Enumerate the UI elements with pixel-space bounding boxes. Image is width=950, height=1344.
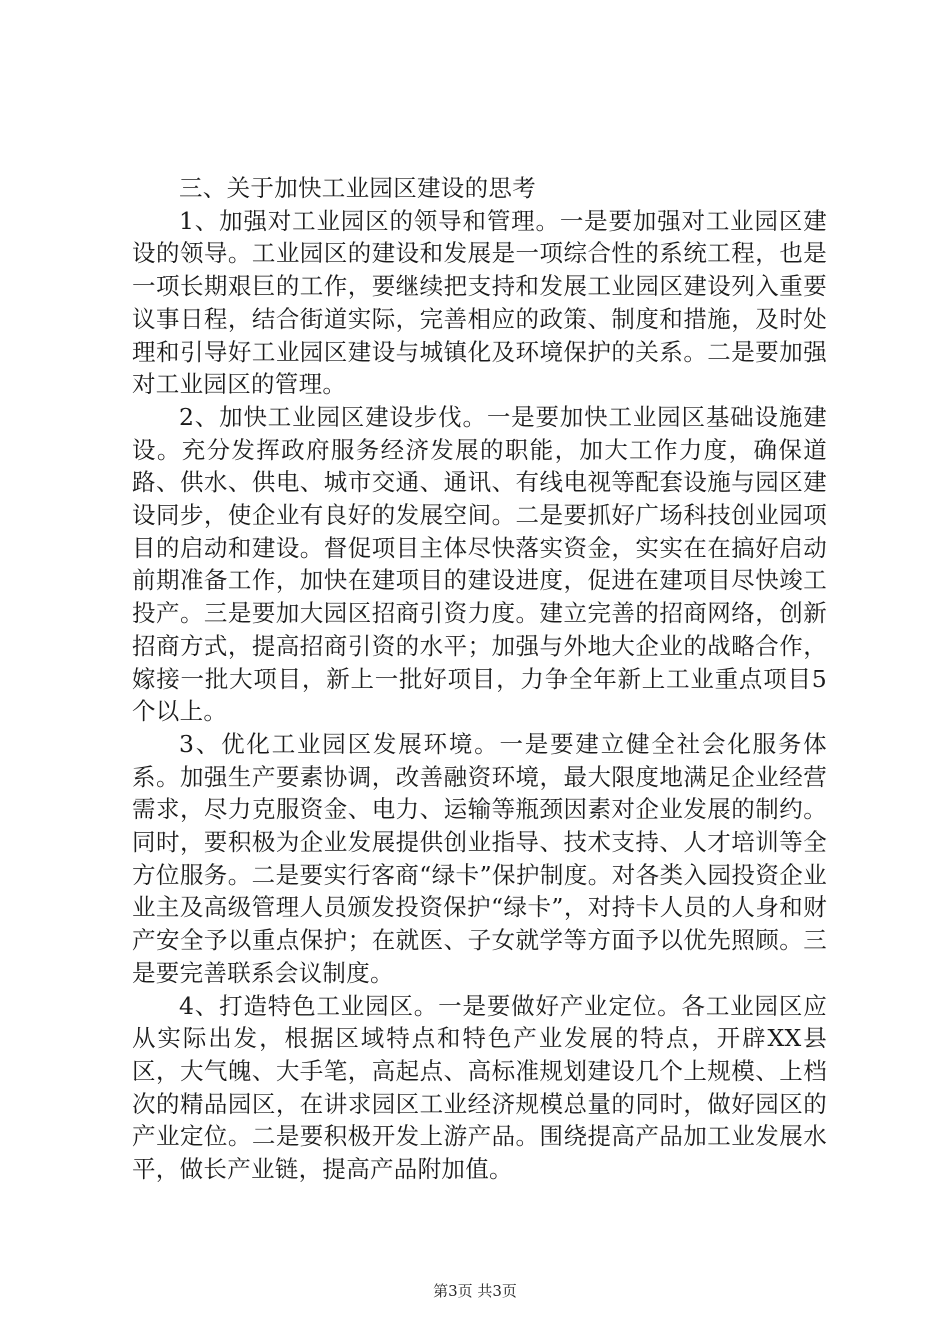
paragraph-4: 4、打造特色工业园区。一是要做好产业定位。各工业园区应从实际出发，根据区域特点和特色产业发展的特点，开辟XX县区，大气魄、大手笔，高起点、高标准规划建设几个上规模、上档次的精品园区，在讲求园区工业经济规模总量的同时，做好园区的产业定位。二是要积极开发上游产品。围绕提高产品加工业发展水平，做长产业链，提高产品附加值。 <box>132 991 827 1184</box>
paragraph-3: 3、优化工业园区发展环境。一是要建立健全社会化服务体系。加强生产要素协调，改善融资环境，最大限度地满足企业经营需求，尽力克服资金、电力、运输等瓶颈因素对企业发展的制约。同时，要积极为企业发展提供创业指导、技术支持、人才培训等全方位服务。二是要实行客商“绿卡”保护制度。对各类入园投资企业业主及高级管理人员颁发投资保护“绿卡”，对持卡人员的人身和财产安全予以重点保护；在就医、子女就学等方面予以优先照顾。三是要完善联系会议制度。 <box>132 729 827 987</box>
page-number-footer: 第3页 共3页 <box>433 1282 517 1300</box>
paragraph-2: 2、加快工业园区建设步伐。一是要加快工业园区基础设施建设。充分发挥政府服务经济发展的职能，加大工作力度，确保道路、供水、供电、城市交通、通讯、有线电视等配套设施与园区建设同步，使企业有良好的发展空间。二是要抓好广场科技创业园项目的启动和建设。督促项目主体尽快落实资金，实实在在搞好启动前期准备工作，加快在建项目的建设进度，促进在建项目尽快竣工投产。三是要加大园区招商引资力度。建立完善的招商网络，创新招商方式，提高招商引资的水平；加强与外地大企业的战略合作，嫁接一批大项目，新上一批好项目，力争全年新上工业重点项目5个以上。 <box>132 402 827 726</box>
paragraph-1: 1、加强对工业园区的领导和管理。一是要加强对工业园区建设的领导。工业园区的建设和发展是一项综合性的系统工程，也是一项长期艰巨的工作，要继续把支持和发展工业园区建设列入重要议事日程，结合街道实际，完善相应的政策、制度和措施，及时处理和引导好工业园区建设与城镇化及环境保护的关系。二是要加强对工业园区的管理。 <box>132 206 827 399</box>
section-heading: 三、关于加快工业园区建设的思考 <box>179 174 536 202</box>
document-body <box>132 172 827 1186</box>
